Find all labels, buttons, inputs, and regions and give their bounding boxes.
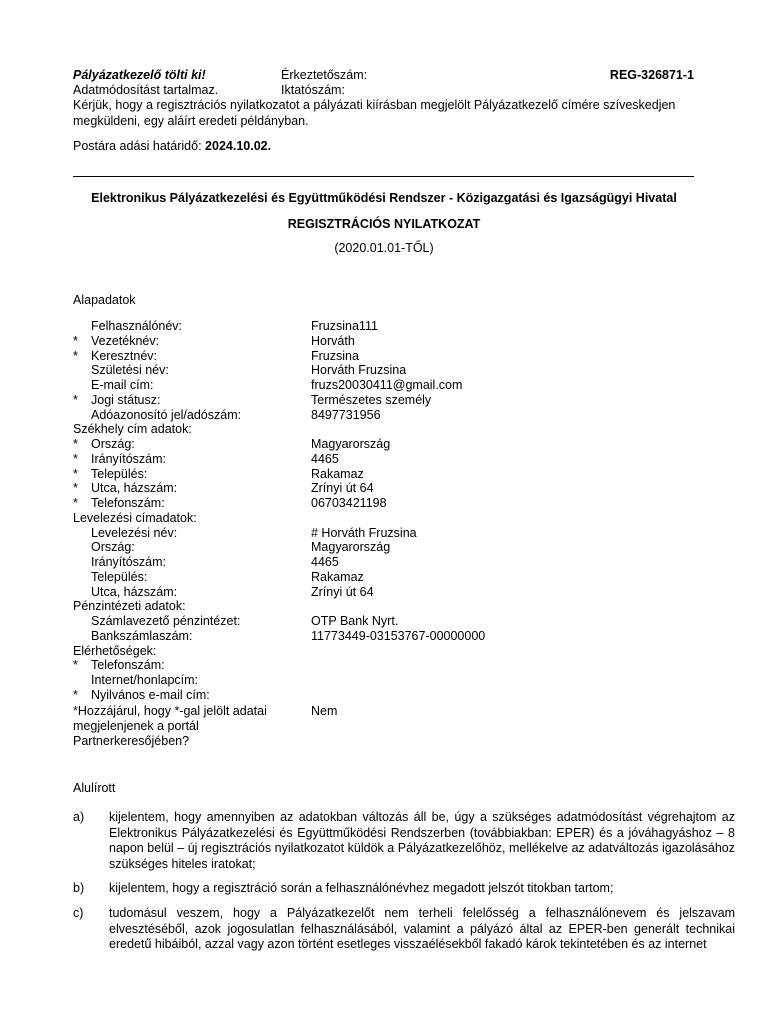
field-label: Utca, házszám: [91,481,178,496]
deadline-line [73,139,271,153]
field-value: Természetes személy [311,392,432,407]
consent-question-line3: Partnerkeresőjében? [73,734,190,748]
field-label: Internet/honlapcím: [91,673,199,687]
field-value: Rakamaz [311,569,364,584]
item-b-text: kijelentem, hogy a regisztráció során a felhasználónévhez megadott jelszót titokban tartom; [109,881,614,895]
item-a-text: kijelentem, hogy amennyiben az adatokban változás áll be, úgy a szükséges adatmódosítást végrehajtom az Elektronikus Pályázatkezelési és Együttműködési Rendszerben (továbbiakban: EPER) és a jóváhagyáshoz – 8 napon belül – új regisztrációs nyilatkozatot küldök a Pályázatkezelőhöz, mellékelve az adatváltozás igazolásához szükséges hiteles iratokat; [109,810,735,871]
field-label: Telefonszám: [91,658,165,673]
item-a-letter: a) [73,810,85,824]
document-title: REGISZTRÁCIÓS NYILATKOZAT [287,217,481,231]
item-c-letter: c) [73,906,84,920]
field-label: Jogi státusz: [91,392,161,407]
instruction-text: Kérjük, hogy a regisztrációs nyilatkozatot a pályázati kiírásban megjelölt Pályázatkezelő címére szíveskedjen megküldeni, egy aláírt eredeti példányban. [73,98,676,128]
field-label: Irányítószám: [91,555,167,569]
field-value: Fruzsina [311,348,359,363]
field-value: 06703421198 [311,496,387,510]
organization-title: Elektronikus Pályázatkezelési és Együttműködési Rendszer - Közigazgatási és Igazságügyi Hivatal [91,191,677,205]
field-label: Nyilvános e-mail cím: [91,687,210,702]
section-label: Székhely cím adatok: [73,422,192,437]
deadline-value: 2024.10.02. [205,139,272,153]
field-value: Zrínyi út 64 [311,584,374,599]
section-label: Elérhetőségek: [73,643,157,658]
field-label: E-mail cím: [91,378,154,392]
consent-answer: Nem [311,704,338,718]
document-version: (2020.01.01-TŐL) [334,241,434,255]
required-marker: * [73,392,78,407]
field-value: Fruzsina111 [311,319,378,333]
required-marker: * [73,687,78,702]
field-label: Számlavezető pénzintézet: [91,614,241,628]
section-label: Pénzintézeti adatok: [73,599,186,614]
field-label: Vezetéknév: [91,333,160,348]
required-marker: * [73,451,78,466]
field-label: Adóazonosító jel/adószám: [91,407,242,422]
field-value: 8497731956 [311,407,381,422]
field-value: fruzs20030411@gmail.com [311,378,463,392]
field-value: Magyarország [311,437,391,451]
field-value: Horváth [311,333,355,348]
field-value: # Horváth Fruzsina [311,525,417,540]
field-label: Ország: [91,437,135,451]
required-marker: * [73,658,78,673]
field-label: Település: [91,466,148,481]
field-value: Zrínyi út 64 [311,481,374,496]
field-label: Keresztnév: [91,348,158,363]
section-label: Levelezési címadatok: [73,510,197,525]
undersigned-label: Alulírott [73,781,116,795]
required-marker: * [73,466,78,481]
field-value: 11773449-03153767-00000000 [311,628,486,643]
field-label: Utca, házszám: [91,584,178,599]
consent-question-line2: megjelenjenek a portál [73,719,199,733]
header-divider [73,176,694,177]
required-marker: * [73,437,78,451]
field-label: Ország: [91,540,135,555]
deadline-label: Postára adási határidő: [73,139,202,153]
item-c-text: tudomásul veszem, hogy a Pályázatkezelőt nem terheli felelősség a felhasználónevem és jelszavam elvesztéséből, azok jogosulatlan felhasználásából, valamint a pályázó által az EPER-ben generált technikai eredetű hibáiból, azzal vagy azon történt esetleges visszaélésekből fakadó károk tekintetében és az internet [109,906,735,951]
field-label: Bankszámlaszám: [91,628,193,643]
filing-number-label: Iktatószám: [281,83,345,97]
field-label: Felhasználónév: [91,319,183,333]
item-b-letter: b) [73,881,85,895]
field-label: Település: [91,569,148,584]
field-value: 4465 [311,451,339,466]
field-label: Levelezési név: [91,525,178,540]
field-value: Magyarország [311,540,391,555]
field-value: 4465 [311,555,339,569]
received-number-label: Érkeztetőszám: [281,68,368,82]
field-label: Születési név: [91,363,169,378]
data-change-note: Adatmódosítást tartalmaz. [73,83,219,97]
filled-by-note: Pályázatkezelő tölti ki! [73,68,206,82]
required-marker: * [73,348,78,363]
field-value: OTP Bank Nyrt. [311,614,399,628]
required-marker: * [73,496,78,510]
field-label: Telefonszám: [91,496,165,510]
basics-heading: Alapadatok [73,293,136,307]
field-value: Horváth Fruzsina [311,363,407,378]
registration-id: REG-326871-1 [609,68,694,82]
field-value: Rakamaz [311,466,364,481]
required-marker: * [73,481,78,496]
consent-question-line1: *Hozzájárul, hogy *-gal jelölt adatai [73,704,267,718]
required-marker: * [73,333,78,348]
field-label: Irányítószám: [91,451,167,466]
